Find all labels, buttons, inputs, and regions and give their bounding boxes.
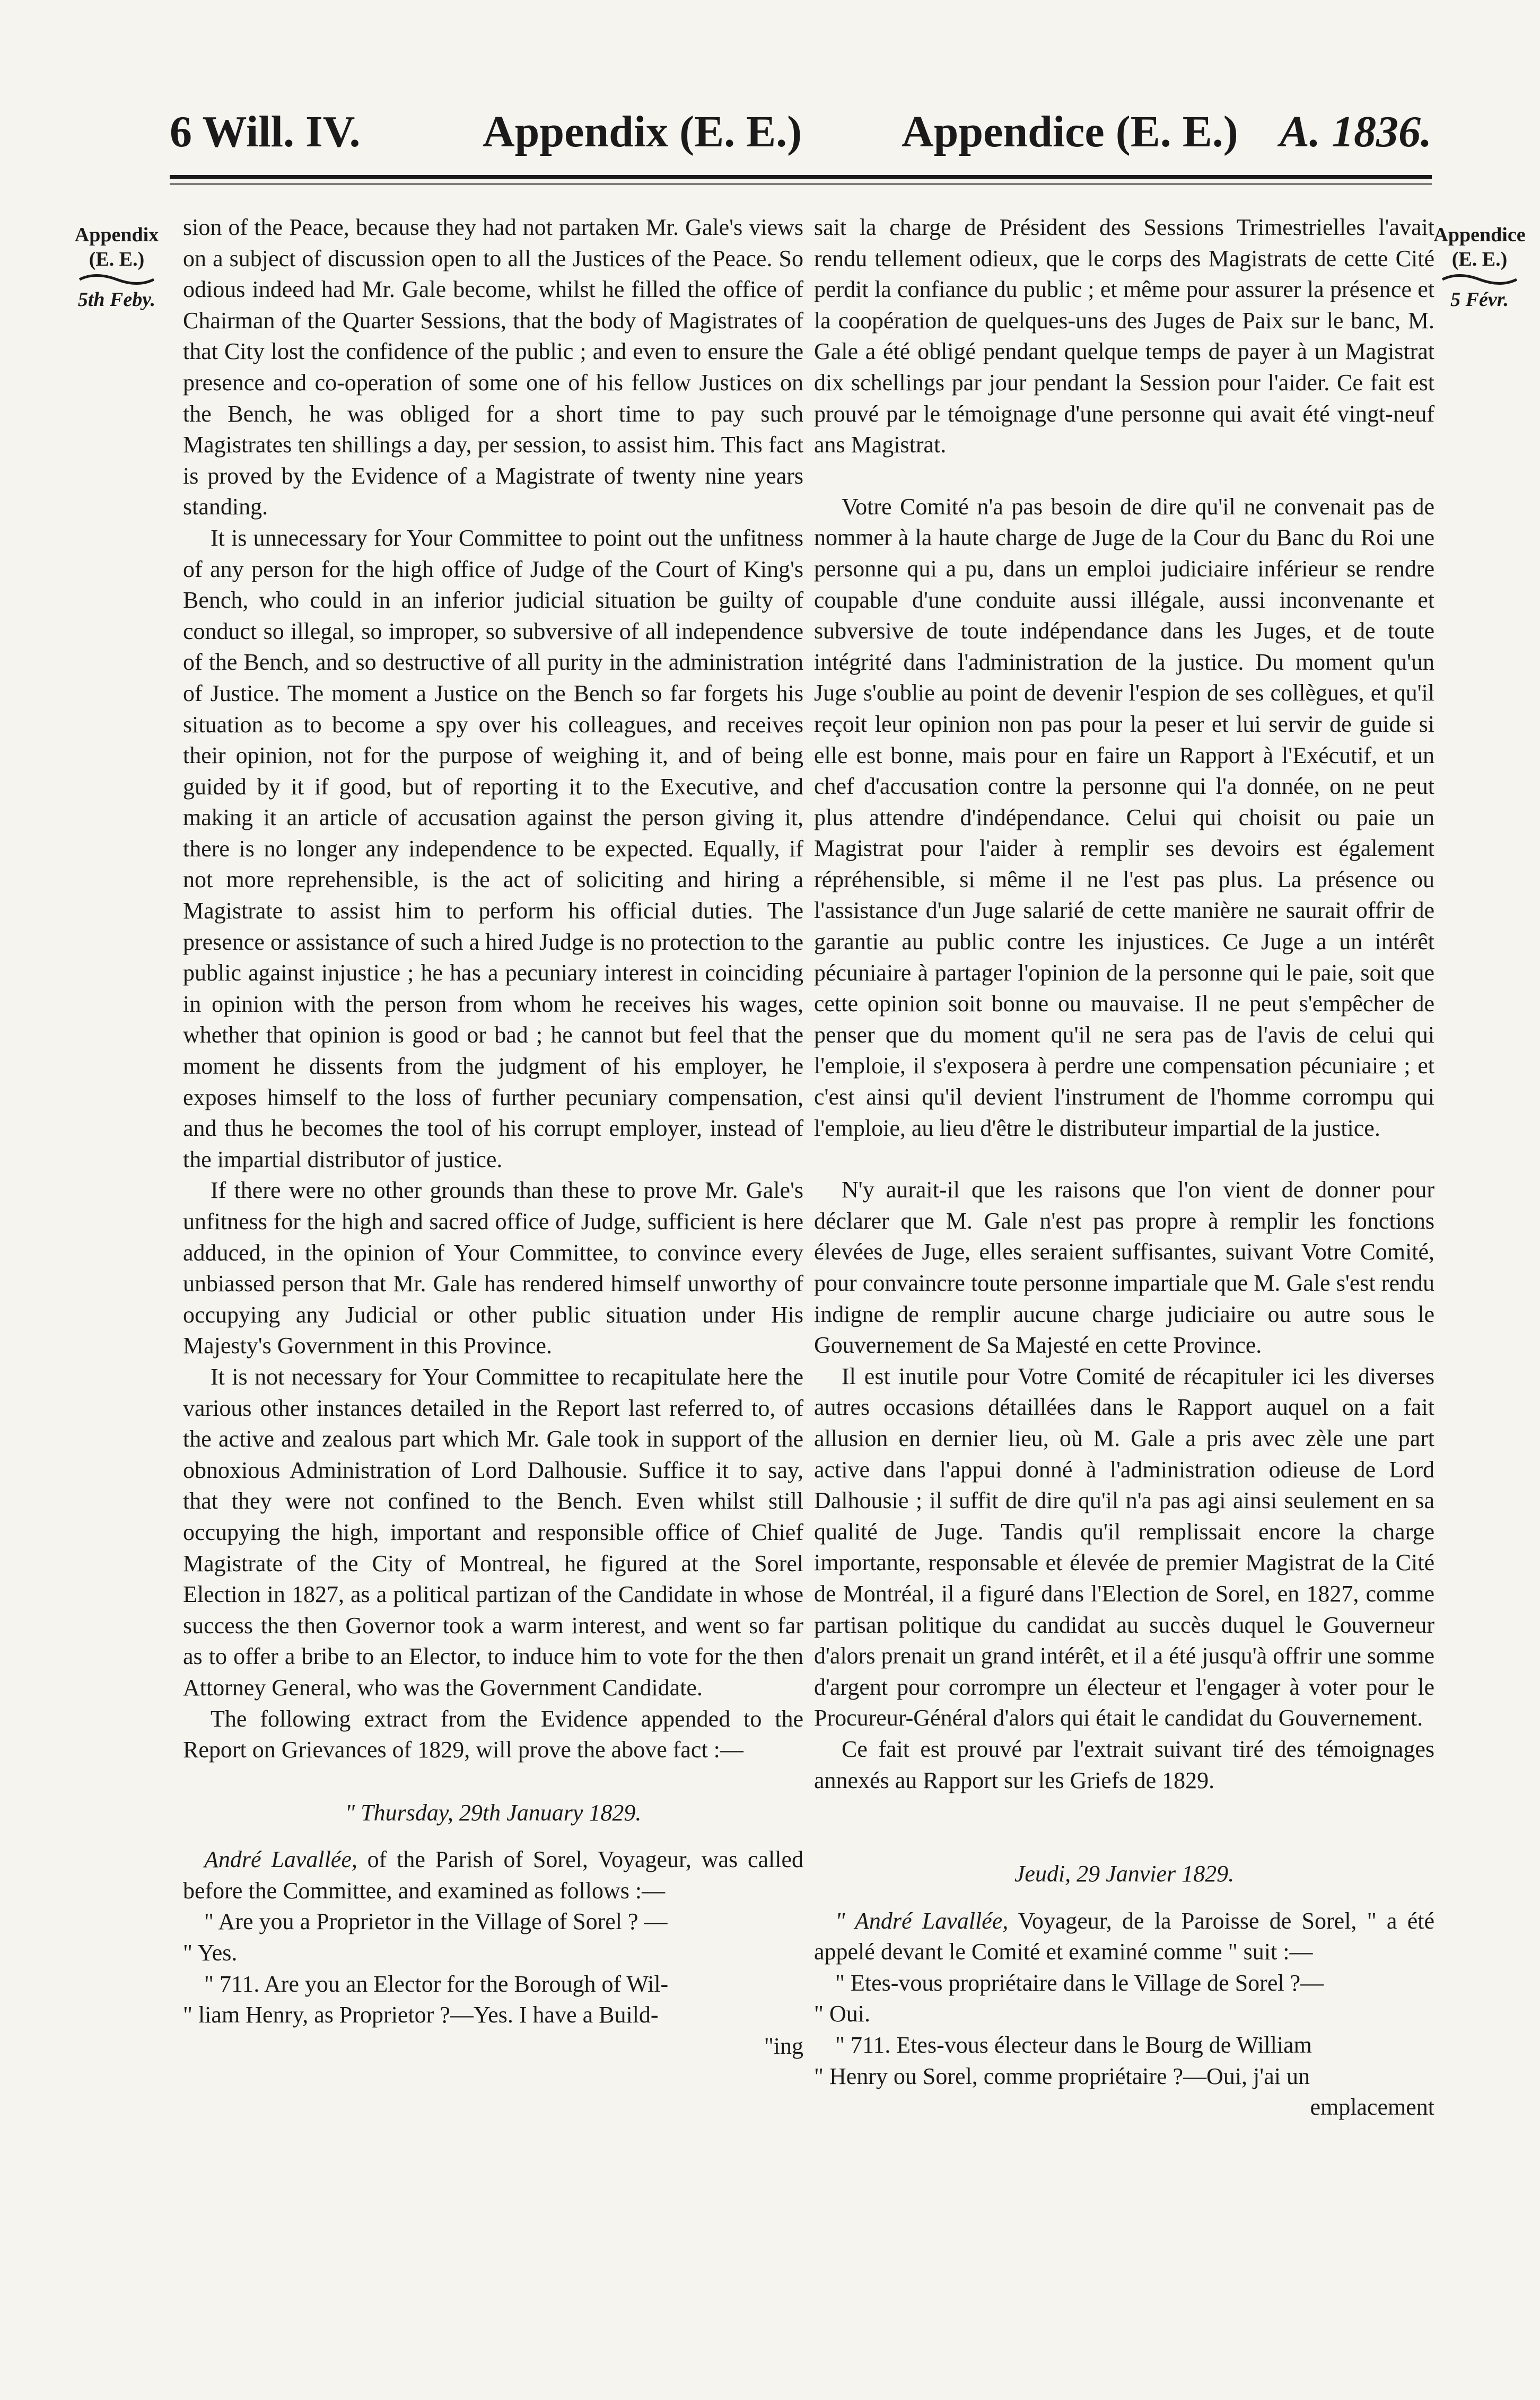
en-paragraph-1: sion of the Peace, because they had not partaken Mr. Gale's views on a subject of discussion open to all the Justices of the Peace. So odious indeed had Mr. Gale become, whilst he filled the office of Chairman of the Quarter Sessions, that the body of Magistrates of that City lost the confidence of the public ; and even to ensure the presence and co-operation of some one of his fellow Justices on the Bench, he was obliged for a short time to pay such Magistrates ten shillings a day, per session, to assist him. This fact is proved by the Evidence of a Magistrate of twenty nine years standing.	[183, 214, 803, 520]
en-paragraph-3: If there were no other grounds than these to prove Mr. Gale's unfitness for the high and sacred office of Judge, sufficient is here adduced, in the opinion of Your Committee, to convince every unbiassed person that Mr. Gale has rendered himself unworthy of occupying any Judicial or other public situation under His Majesty's Government in this Province.	[183, 1177, 803, 1359]
en-evidence	[183, 1844, 803, 2062]
running-head	[170, 106, 1432, 164]
en-question-1: " Are you a Proprietor in the Village of Sorel ? —	[204, 1908, 668, 1935]
fr-paragraph-2: Votre Comité n'a pas besoin de dire qu'il ne convenait pas de nommer à la haute charge de Juge de la Cour du Banc du Roi une personne qui a pu, dans un emploi judiciaire inférieur se rendre coupable d'une conduite aussi illégale, aussi inconvenante et subversive de toute indépendance dans les Juges, et de toute intégrité dans l'administration de la justice. Du moment qu'un Juge s'oublie au point de devenir l'espion de ses collègues, et qu'il reçoit leur opinion non pas pour la peser et lui servir de guide si elle est bonne, mais pour en faire un Rapport à l'Exécutif, et un chef d'accusation contre la personne qui l'a donnée, on ne peut plus attendre d'indépendance. Celui qui choisit ou paie un Magistrat pour l'aider à remplir ses devoirs est également répréhensible, si même il ne l'est pas plus. La présence ou l'assistance d'un Juge salarié de cette manière ne saurait offrir de garantie au public contre les injustices. Ce Juge a un intérêt pécuniaire à partager l'opinion de la personne qui le paie, soit que cette opinion soit bonne ou mauvaise. Il ne peut s'empêcher de penser que du moment qu'il ne sera pas de l'avis de celui qui l'emploie, il s'exposera à perdre une compensation pécuniaire ; et c'est ainsi qu'il devient l'instrument de l'homme corrompu qui l'emploie, au lieu d'être le distributeur impartial de la justice.	[814, 493, 1434, 1141]
swash-ornament-icon	[1427, 271, 1533, 287]
en-question-2-cont: " liam Henry, as Proprietor ?—Yes. I have a Build-	[183, 2002, 659, 2028]
fr-answer-1: " Oui.	[814, 2001, 870, 2027]
header-appendix-fr: Appendice (E. E.)	[902, 107, 1238, 156]
fr-paragraph-5: Ce fait est prouvé par l'extrait suivant tiré des témoignages annexés au Rapport sur les Griefs de 1829.	[814, 1736, 1434, 1793]
en-question-2: " 711. Are you an Elector for the Borough of Wil-	[204, 1970, 669, 1997]
header-year: A. 1836.	[1279, 107, 1432, 156]
en-paragraph-5: The following extract from the Evidence appended to the Report on Grievances of 1829, will prove the above fact :—	[183, 1705, 803, 1763]
header-rule-thin	[170, 183, 1432, 185]
margin-right-date: 5 Févr.	[1450, 288, 1509, 311]
french-column	[814, 212, 1434, 2123]
fr-question-1: " Etes-vous propriétaire dans le Village de Sorel ?—	[835, 1969, 1324, 1996]
margin-note-right	[1427, 223, 1533, 312]
fr-paragraph-4: Il est inutile pour Votre Comité de récapituler ici les diverses autres occasions détaillées dans le Rapport auquel on a fait allusion en dernier lieu, où M. Gale a pris avec zèle une part active dans l'appui donné à l'administration odieuse de Lord Dalhousie ; il suffit de dire qu'il n'a pas agi ainsi seulement en sa qualité de Juge. Tandis qu'il remplissait encore la charge importante, responsable et élevée de premier Magistrat de la Cité de Montréal, il a figuré dans l'Election de Sorel, en 1827, comme partisan politique du candidat au succès duquel le Gouverneur d'alors prenait un grand intérêt, et il a été jusqu'à offrir une somme d'argent pour corrompre un électeur et l'engager à voter pour le Procureur-Général d'alors qui était le candidat du Gouvernement.	[814, 1363, 1434, 1731]
en-paragraph-2: It is unnecessary for Your Committee to point out the unfitness of any person for the high office of Judge of the Court of King's Bench, who could in an inferior judicial situation be guilty of conduct so illegal, so improper, so subversive of all independence of the Bench, and so destructive of all purity in the administration of Justice. The moment a Justice on the Bench so far forgets his situation as to become a spy over his colleagues, and receives their opinion, not for the purpose of weighing it, and of being guided by it if good, but of reporting it to the Executive, and making it an article of accusation against the person giving it, there is no longer any independence to be expected. Equally, if not more reprehensible, is the act of soliciting and hiring a Magistrate to assist him to perform his official duties. The presence or assistance of such a hired Judge is no protection to the public against injustice ; he has a pecuniary interest in coinciding in opinion with the person from whom he receives his wages, whether that opinion is good or bad ; he cannot but feel that the moment he dissents from the judgment of his employer, he exposes himself to the loss of further pecuniary compensation, and thus he becomes the tool of his corrupt employer, instead of the impartial distributor of justice.	[183, 524, 803, 1172]
header-session: 6 Will. IV.	[170, 107, 361, 156]
fr-witness-intro: Voyageur, de la Paroisse de Sorel, " a été appelé devant le Comité et examiné comme " suit :—	[814, 1907, 1434, 1965]
fr-witness-name: " André Lavallée,	[835, 1907, 1009, 1934]
fr-question-2-cont: " Henry ou Sorel, comme propriétaire ?—Oui, j'ai un	[814, 2063, 1310, 2089]
fr-paragraph-1: sait la charge de Président des Sessions Trimestrielles l'avait rendu tellement odieux, que le corps des Magistrats de cette Cité perdit la confiance du public ; et même pour assurer la présence et la coopération de quelques-uns des Juges de Paix sur le banc, M. Gale a été obligé pendant quelque temps de payer à un Magistrat dix schellings par jour pendant la Session pour l'aider. Ce fait est prouvé par le témoignage d'une personne qui avait été vingt-neuf ans Magistrat.	[814, 214, 1434, 458]
fr-evidence-date: Jeudi, 29 Janvier 1829.	[1014, 1861, 1235, 1887]
margin-note-left	[64, 223, 170, 312]
margin-left-code: (E. E.)	[89, 248, 145, 270]
margin-left-label: Appendix	[74, 224, 159, 246]
fr-question-2: " 711. Etes-vous électeur dans le Bourg de William	[835, 2032, 1312, 2059]
fr-evidence	[814, 1906, 1434, 2123]
en-question-2-end: "ing	[764, 2033, 803, 2059]
en-paragraph-4: It is not necessary for Your Committee to recapitulate here the various other instances detailed in the Report last referred to, of the active and zealous part which Mr. Gale took in support of the obnoxious Administration of Lord Dalhousie. Suffice it to say, that they were not confined to the Bench. Even whilst still occupying the high, important and responsible office of Chief Magistrate of the City of Montreal, he figured at the Sorel Election in 1827, as a political partizan of the Candidate in whose success the then Governor took a warm interest, and went so far as to offer a bribe to an Elector, to induce him to vote for the then Attorney General, who was the Government Candidate.	[183, 1363, 803, 1701]
en-evidence-date: " Thursday, 29th January 1829.	[345, 1799, 642, 1826]
margin-right-label: Appendice	[1433, 224, 1526, 246]
english-column	[183, 212, 803, 2062]
header-rule-thick	[170, 175, 1432, 179]
fr-paragraph-3: N'y aurait-il que les raisons que l'on vient de donner pour déclarer que M. Gale n'est pas propre à remplir les fonctions élevées de Juge, elles seraient suffisantes, suivant Votre Comité, pour convaincre toute personne impartiale que M. Gale s'est rendu indigne de remplir aucune charge judiciaire ou autre sous le Gouvernement de Sa Majesté en cette Province.	[814, 1177, 1434, 1359]
header-appendix-en: Appendix (E. E.)	[483, 107, 802, 156]
margin-right-code: (E. E.)	[1451, 248, 1508, 270]
en-witness-intro: of the Parish of Sorel, Voyageur, was called before the Committee, and examined as follows :—	[183, 1846, 803, 1904]
swash-ornament-icon	[64, 271, 170, 287]
en-witness-name: André Lavallée,	[204, 1846, 357, 1873]
en-answer-1: " Yes.	[183, 1940, 238, 1966]
fr-question-2-end: emplacement	[1310, 2094, 1434, 2121]
margin-left-date: 5th Feby.	[77, 288, 156, 311]
